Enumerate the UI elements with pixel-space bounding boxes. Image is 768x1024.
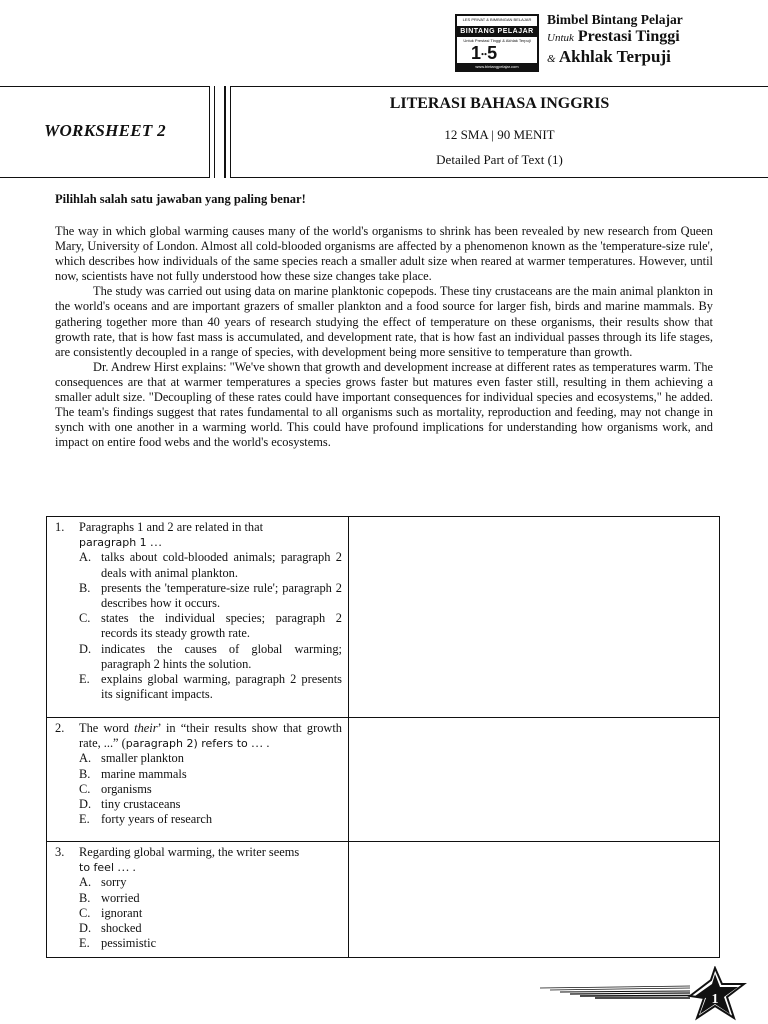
answer-option[interactable] <box>79 751 342 766</box>
brand-text <box>547 12 762 69</box>
option-text: forty years of research <box>101 812 213 827</box>
option-text: talks about cold-blooded animals; paragraph 2 deals with animal plankton. <box>101 550 342 580</box>
option-text: explains global warming, paragraph 2 presents its significant impacts. <box>101 672 342 702</box>
brand-slogan-second: Akhlak Terpuji <box>558 47 671 66</box>
option-letter: D. <box>79 921 92 936</box>
answer-option[interactable] <box>79 921 342 936</box>
stem-text: The word <box>79 721 135 735</box>
option-text: marine mammals <box>101 766 187 781</box>
logo-url: www.bintangpelajar.com <box>457 63 537 70</box>
question-number: 1. <box>55 520 65 534</box>
option-letter: C. <box>79 611 91 626</box>
subject-title: LITERASI BAHASA INGGRIS <box>389 95 610 112</box>
answer-workspace[interactable] <box>349 718 720 842</box>
option-text: shocked <box>101 921 142 936</box>
answer-option[interactable] <box>79 797 342 812</box>
option-letter: C. <box>79 781 91 796</box>
logo-tagline: Untuk Prestasi Tinggi & Akhlak Terpuji <box>463 38 531 43</box>
stem-ellipsis: … . <box>247 736 270 751</box>
stem-text-mid: ’ in “their results show that growth rate, ...” ( <box>79 721 342 751</box>
option-text: pessimistic <box>101 936 157 951</box>
answer-option[interactable] <box>79 875 342 890</box>
question-cell <box>47 517 349 718</box>
brand-slogan-main: Prestasi Tinggi <box>577 28 680 45</box>
answer-option[interactable] <box>79 906 342 921</box>
option-letter: D. <box>79 797 92 812</box>
answer-option[interactable] <box>79 936 342 951</box>
option-letter: A. <box>79 751 92 766</box>
option-text: tiny crustaceans <box>101 797 181 812</box>
brand-slogan-prefix: Untuk <box>547 32 574 44</box>
option-letter: B. <box>79 580 91 595</box>
worksheet-title: WORKSHEET 2 <box>44 121 166 140</box>
option-letter: C. <box>79 905 91 920</box>
question-row <box>47 718 720 842</box>
option-text: worried <box>101 890 140 905</box>
option-text: states the individual species; paragraph 2 records its steady growth rate. <box>101 611 342 641</box>
reading-passage <box>55 224 713 450</box>
answer-option[interactable] <box>79 672 342 702</box>
option-text: smaller plankton <box>101 751 184 766</box>
worksheet-box <box>0 86 210 178</box>
brand-slogan-amp: & <box>547 53 556 65</box>
question-row <box>47 842 720 958</box>
brand-slogan-2 <box>547 47 762 69</box>
brand-slogan-1 <box>547 28 762 47</box>
logo-numbers: 1●●5 <box>471 43 498 63</box>
stem-text-continued: paragraph 1 <box>79 536 147 550</box>
answer-option[interactable] <box>79 611 342 641</box>
subject-box <box>230 86 768 178</box>
brand-header <box>455 12 760 74</box>
option-letter: E. <box>79 812 90 827</box>
passage-paragraph-2: The study was carried out using data on marine planktonic copepods. These tiny crustaceans are the main animal plankton in the world's oceans and are important grazers of smaller plankton and a food source for larger fish, birds and marine mammals. By gathering together more than 40 years of research studying the effect of temperature on these organisms, their results show that growth rate, that is how fast mass is accumulated, and development rate, that is how fast an individual passes through its life stages, are consistently decoupled in a range of species, with development being more sensitive to temperature than growth. <box>55 284 713 359</box>
answer-workspace[interactable] <box>349 842 720 958</box>
page-number: 1 <box>711 992 719 1007</box>
passage-paragraph-1: The way in which global warming causes many of the world's organisms to shrink has been revealed by new research from Queen Mary, University of London. Almost all cold-blooded organisms are affected by a phenomenon known as the 'temperature-size rule', which describes how individuals of the same species reach a smaller adult size when reared at warmer temperatures. However, until now, scientists have not fully understood how these size changes take place. <box>55 224 713 284</box>
option-letter: B. <box>79 766 91 781</box>
answer-option[interactable] <box>79 891 342 906</box>
option-letter: A. <box>79 550 92 565</box>
page-number-star <box>540 966 768 1024</box>
brand-logo <box>455 14 539 72</box>
question-row <box>47 517 720 718</box>
question-stem <box>55 845 342 875</box>
question-cell <box>47 842 349 958</box>
stem-text-continued: to feel <box>79 861 115 875</box>
stem-text: Paragraphs 1 and 2 are related in that <box>79 520 264 534</box>
answer-option[interactable] <box>79 767 342 782</box>
option-text: sorry <box>101 875 127 890</box>
answer-option[interactable] <box>79 782 342 797</box>
logo-top-text: LES PRIVAT & BIMBINGAN BELAJAR <box>462 17 532 22</box>
option-text: indicates the causes of global warming; paragraph 2 hints the solution. <box>101 641 342 671</box>
answer-workspace[interactable] <box>349 517 720 718</box>
option-text: ignorant <box>101 905 143 920</box>
stem-ellipsis: … <box>146 535 163 550</box>
option-letter: A. <box>79 875 92 890</box>
option-text: presents the 'temperature-size rule'; paragraph 2 describes how it occurs. <box>101 580 342 611</box>
option-letter: E. <box>79 936 90 951</box>
question-cell <box>47 718 349 842</box>
logo-num-5: 5 <box>487 43 498 63</box>
answer-option[interactable] <box>79 550 342 580</box>
answer-option[interactable] <box>79 581 342 611</box>
stem-ellipsis: … . <box>114 860 136 875</box>
stem-text: Regarding global warming, the writer seems <box>79 845 300 859</box>
question-table <box>46 516 720 958</box>
option-letter: D. <box>79 641 92 656</box>
question-stem <box>55 721 342 751</box>
speed-lines-icon <box>540 986 690 998</box>
passage-paragraph-3: Dr. Andrew Hirst explains: "We've shown that growth and development increase at different rates as temperatures warm. The consequences are that at warmer temperatures a species grows faster but matures even faster still, resulting in them achieving a smaller adult size. "Decoupling of these rates could have important consequences for individual species and ecosystems," he added. The team's findings suggest that rates fundamental to all organisms such as mortality, reproduction and feeding, may not change in synch with one another in a warming world. This could have profound implications for understanding how organisms work, and impact on entire food webs and the world's ecosystems. <box>55 359 714 450</box>
logo-num-1: 1 <box>471 43 482 63</box>
logo-band-text: BINTANG PELAJAR <box>457 26 537 37</box>
instruction: Pilihlah salah satu jawaban yang paling benar! <box>55 192 306 206</box>
question-number: 2. <box>55 721 65 735</box>
question-number: 3. <box>55 845 65 859</box>
option-letter: B. <box>79 890 91 905</box>
option-text: organisms <box>101 781 152 796</box>
subject-part: Detailed Part of Text (1) <box>436 152 563 167</box>
subject-grade-time: 12 SMA | 90 MENIT <box>444 127 555 142</box>
question-stem <box>55 520 342 550</box>
answer-option[interactable] <box>79 812 342 827</box>
answer-option[interactable] <box>79 642 342 672</box>
brand-name: Bimbel Bintang Pelajar <box>547 12 683 27</box>
stem-emphasis: their <box>134 721 158 735</box>
option-letter: E. <box>79 672 90 687</box>
stem-text-sans: paragraph 2) refers to <box>125 737 248 751</box>
